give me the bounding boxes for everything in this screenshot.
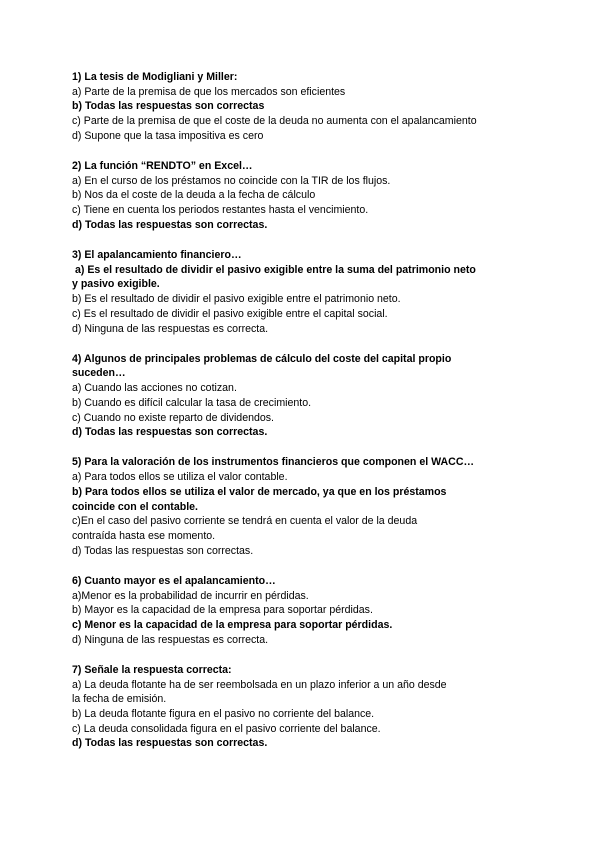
correct-answer-line: d) Todas las respuestas son correctas. (72, 426, 268, 439)
answer-line: c) Cuando no existe reparto de dividendos. (72, 411, 274, 424)
correct-answer-line: suceden… (72, 367, 126, 380)
question-block (72, 663, 542, 751)
answer-line: a) Para todos ellos se utiliza el valor contable. (72, 471, 288, 484)
question-title: 1) La tesis de Modigliani y Miller: (72, 71, 238, 83)
question-title: 6) Cuanto mayor es el apalancamiento… (72, 574, 276, 587)
question-block (72, 70, 542, 144)
answer-line: c) Parte de la premisa de que el coste de la deuda no aumenta con el apalancamiento (72, 115, 477, 128)
answer-line: a) Cuando las acciones no cotizan. (72, 382, 237, 395)
answer-line: b) Es el resultado de dividir el pasivo exigible entre el patrimonio neto. (72, 293, 401, 306)
correct-answer-line: b) Todas las respuestas son correctas (72, 100, 265, 113)
correct-answer-line: y pasivo exigible. (72, 278, 160, 291)
correct-answer-line: a) Es el resultado de dividir el pasivo exigible entre la suma del patrimonio neto (72, 263, 476, 276)
answer-line: a)Menor es la probabilidad de incurrir en pérdidas. (72, 589, 309, 602)
answer-line: d) Ninguna de las respuestas es correcta. (72, 322, 269, 335)
question-block (72, 159, 542, 233)
correct-answer-line: coincide con el contable. (72, 500, 198, 513)
answer-line: contraída hasta ese momento. (72, 529, 216, 542)
answer-line: b) La deuda flotante figura en el pasivo no corriente del balance. (72, 708, 375, 721)
answer-line: la fecha de emisión. (72, 693, 167, 706)
answer-line: a) Parte de la premisa de que los mercados son eficientes (72, 85, 346, 98)
answer-line: b) Mayor es la capacidad de la empresa para soportar pérdidas. (72, 604, 373, 617)
answer-line: a) La deuda flotante ha de ser reembolsada en un plazo inferior a un año desde (72, 678, 447, 691)
answer-line: c) La deuda consolidada figura en el pasivo corriente del balance. (72, 722, 381, 735)
question-block (72, 455, 542, 558)
answer-line: d) Ninguna de las respuestas es correcta. (72, 633, 269, 646)
answer-line: c) Es el resultado de dividir el pasivo exigible entre el capital social. (72, 307, 388, 320)
correct-answer-line: b) Para todos ellos se utiliza el valor de mercado, ya que en los préstamos (72, 485, 447, 498)
correct-answer-line: d) Todas las respuestas son correctas. (72, 737, 268, 750)
answer-line: c) Tiene en cuenta los periodos restantes hasta el vencimiento. (72, 204, 369, 217)
question-title: 3) El apalancamiento financiero… (72, 249, 242, 262)
question-title: 5) Para la valoración de los instrumentos financieros que componen el WACC… (72, 456, 475, 469)
answer-line: d) Supone que la tasa impositiva es cero (72, 129, 264, 142)
question-block (72, 352, 542, 440)
answer-line: a) En el curso de los préstamos no coincide con la TIR de los flujos. (72, 174, 391, 187)
answer-line: b) Nos da el coste de la deuda a la fecha de cálculo (72, 189, 316, 202)
question-title: 7) Señale la respuesta correcta: (72, 663, 232, 676)
question-title: 2) La función “RENDTO” en Excel… (72, 160, 253, 173)
correct-answer-line: d) Todas las respuestas son correctas. (72, 218, 268, 231)
document-page (72, 70, 542, 767)
correct-answer-line: c) Menor es la capacidad de la empresa para soportar pérdidas. (72, 619, 393, 631)
question-block (72, 248, 542, 336)
answer-line: d) Todas las respuestas son correctas. (72, 544, 254, 557)
question-block (72, 574, 542, 648)
question-title: 4) Algunos de principales problemas de cálculo del coste del capital propio (72, 352, 452, 365)
answer-line: c)En el caso del pasivo corriente se tendrá en cuenta el valor de la deuda (72, 515, 418, 528)
answer-line: b) Cuando es difícil calcular la tasa de crecimiento. (72, 396, 312, 409)
